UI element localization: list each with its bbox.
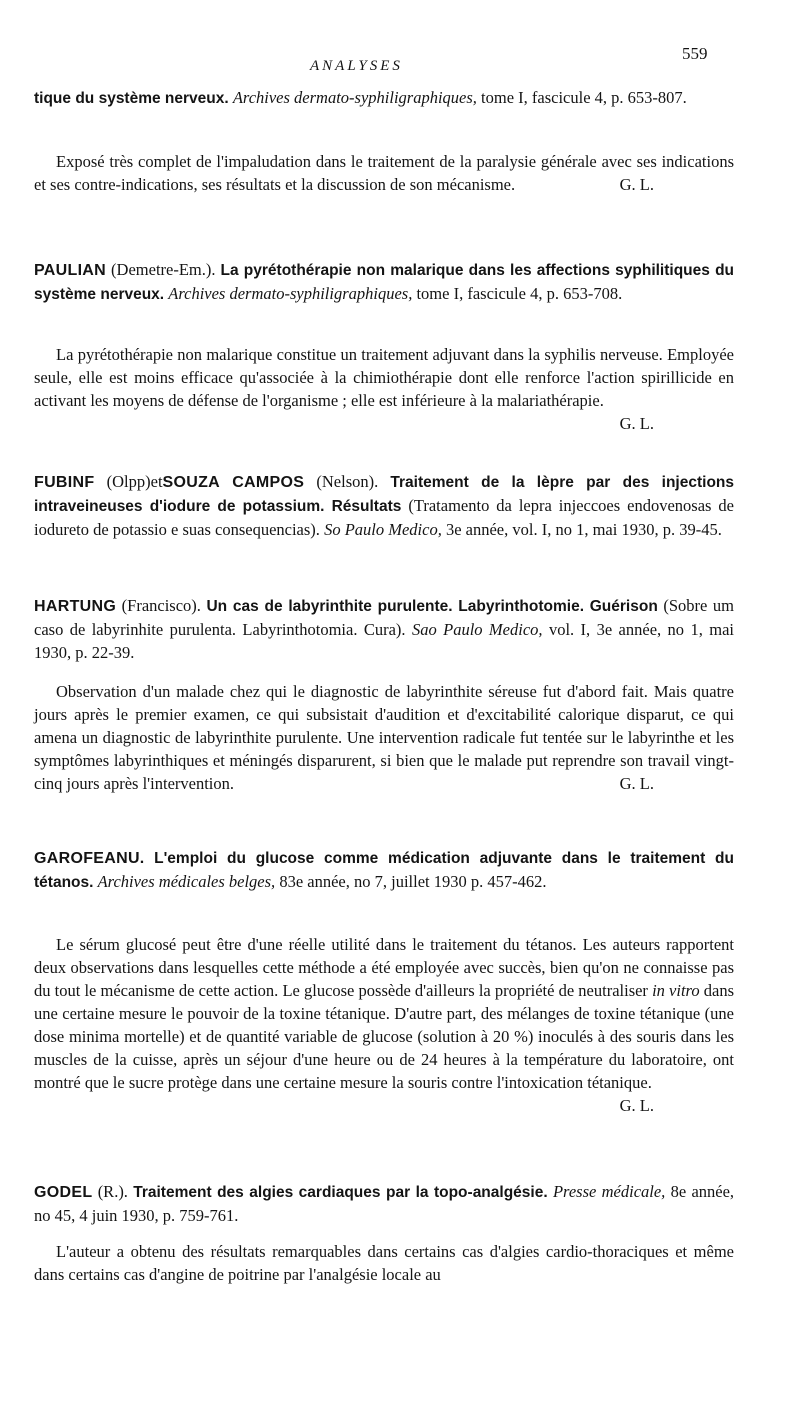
- reviewer-signature: G. L.: [619, 414, 654, 433]
- reference-title: La pyrétothérapie non malarique dans les affections syphilitiques du système nerveux.: [34, 262, 735, 303]
- page-number: 559: [682, 44, 708, 63]
- abstract-hartung: [34, 680, 734, 795]
- reference-title: Un cas de labyrinthite purulente. Labyrinthotomie. Guérison: [206, 598, 658, 615]
- abstract-text-continued: dans une certaine mesure le pouvoir de la toxine tétanique. D'autre part, des mélanges de toxine tétanique (une dose minima mortelle) et de quantité variable de glucose (solution à 20 %) inoculés à des souris dans les muscles de la cuisse, après un séjour d'une heure ou de 24 heures à la température du laboratoire, ont montré que le sucre protège dans une certaine mesure la souris contre l'intoxication tétanique.: [34, 981, 734, 1092]
- abstract-text: Le sérum glucosé peut être d'une réelle utilité dans le traitement du tétanos. Les auteurs rapportent deux observations dans lesquelles cette méthode a été employée avec succès, bien qu'on ne connaisse pas du tout le mécanisme de cette action. Le glucose possède d'ailleurs la propriété de neutraliser: [34, 935, 734, 1000]
- reference-source: Archives médicales belges,: [97, 872, 276, 891]
- abstract-garofeanu: [34, 933, 734, 1117]
- reference-details: tome I, fascicule 4, p. 653-708.: [412, 284, 623, 303]
- reference-details: 83e année, no 7, juillet 1930 p. 457-462.: [275, 872, 547, 891]
- reference-translation: (Sobre um caso de labyrinhite purulenta. Labyrinthotomia. Cura).: [34, 596, 734, 639]
- abstract-emphasis: in vitro: [652, 981, 700, 1000]
- reference-source: Sao Paulo Medico,: [411, 620, 543, 639]
- reference-translation: (Tratamento da lepra injeccoes endovenosas de iodureto de potassio e suas consequencias).: [34, 496, 735, 539]
- abstract-text: Exposé très complet de l'impaludation dans le traitement de la paralysie générale avec ses indications et ses contre-indications, ses résultats et la discussion de son mécanisme.: [34, 152, 734, 194]
- reference-coauthor-detail: (Nelson).: [316, 472, 379, 491]
- reference-details: tome I, fascicule 4, p. 653-807.: [476, 88, 687, 107]
- reference-source: So Paulo Medico,: [324, 520, 442, 539]
- reference-author: PAULIAN: [34, 262, 107, 279]
- reference-title: L'emploi du glucose comme médication adjuvante dans le traitement du tétanos.: [34, 850, 734, 891]
- reference-title: tique du système nerveux.: [34, 90, 229, 107]
- reviewer-signature: G. L.: [619, 175, 654, 194]
- abstract-text: L'auteur a obtenu des résultats remarquables dans certains cas d'algies cardio-thoraciques et même dans certains cas d'angine de poitrine par l'analgésie locale au: [34, 1242, 734, 1284]
- reference-details: vol. I, 3e année, no 1, mai 1930, p. 22-39.: [34, 620, 734, 662]
- reviewer-signature: G. L.: [619, 1096, 654, 1115]
- reference-title: Traitement des algies cardiaques par la topo-analgésie.: [133, 1184, 548, 1201]
- reference-garofeanu: [34, 846, 734, 894]
- reference-author: GODEL: [34, 1184, 93, 1201]
- reference-author-detail: (Demetre-Em.).: [111, 260, 216, 279]
- reference-author-detail: (Francisco).: [121, 596, 201, 615]
- abstract-paulian: [34, 343, 734, 435]
- reference-details: 3e année, vol. I, no 1, mai 1930, p. 39-45.: [441, 520, 722, 539]
- reference-author: FUBINF: [34, 474, 95, 491]
- reference-author: GAROFEANU.: [34, 850, 145, 867]
- reference-author-detail: (R.).: [97, 1182, 128, 1201]
- reference-fubinf: [34, 470, 734, 541]
- reference-hartung: [34, 594, 734, 664]
- reference-godel: [34, 1180, 734, 1227]
- running-head: ANALYSES: [310, 58, 403, 74]
- reference-author-detail: (Olpp)et: [106, 472, 163, 491]
- abstract-text: La pyrétothérapie non malarique constitue un traitement adjuvant dans la syphilis nerveuse. Employée seule, elle est moins efficace qu'associée à la chimiothérapie dont elle renforce l'action spirillicide en activant les moyens de défense de l'organisme ; elle est inférieure à la malariathérapie.: [34, 345, 734, 410]
- reference-title: Traitement de la lèpre par des injections intraveineuses d'iodure de potassium. Résultats: [34, 474, 735, 515]
- reference-paulian: [34, 258, 734, 306]
- reference-author: HARTUNG: [34, 598, 117, 615]
- reference-source: Archives dermato-syphiligraphiques,: [232, 88, 477, 107]
- reviewer-signature: G. L.: [619, 774, 654, 793]
- abstract-text: Observation d'un malade chez qui le diagnostic de labyrinthite séreuse fut d'abord fait. Mais quatre jours après le premier examen, ce qui subsistait d'audition et d'excitabilité calorique disparut, ce qui amena un diagnostic de labyrinthite purulente. Une intervention radicale fut tentée sur le labyrinthe et les symptômes labyrinthiques et méningés disparurent, si bien que le malade put reprendre son travail vingt-cinq jours après l'intervention.: [34, 682, 734, 793]
- reference-coauthor: SOUZA CAMPOS: [162, 474, 305, 491]
- reference-source: Presse médicale,: [552, 1182, 666, 1201]
- continued-abstract: [34, 150, 734, 196]
- reference-source: Archives dermato-syphiligraphiques,: [168, 284, 413, 303]
- continued-reference: [34, 86, 734, 110]
- abstract-godel: [34, 1240, 734, 1286]
- reference-details: 8e année, no 45, 4 juin 1930, p. 759-761.: [34, 1182, 735, 1225]
